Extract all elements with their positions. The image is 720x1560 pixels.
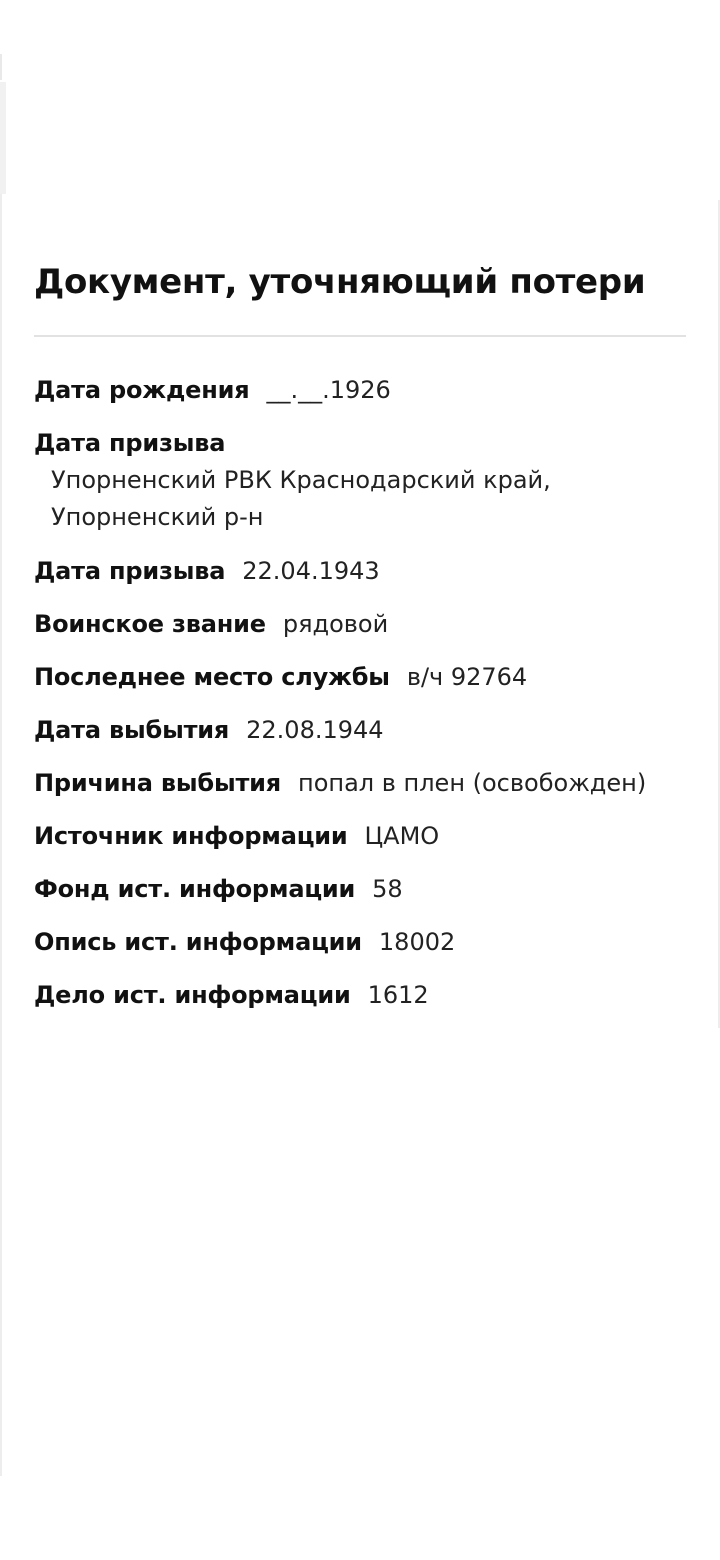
departure-date-row [34,712,686,748]
departure-reason-row [34,765,686,801]
conscription-date-label: Дата призыва [34,557,226,585]
departure-reason-label: Причина выбытия [34,769,281,797]
case-number-value: 1612 [367,981,429,1009]
military-rank-label: Воинское звание [34,610,266,638]
last-service-place-label: Последнее место службы [34,663,390,691]
departure-date-value: 22.08.1944 [246,716,384,744]
inventory-number-row [34,924,686,960]
conscription-place-row [34,425,686,536]
information-source-label: Источник информации [34,822,348,850]
conscription-place-label: Дата призыва [34,429,226,457]
left-edge-border [0,54,2,80]
title-divider [34,335,686,337]
military-rank-value: рядовой [282,610,389,638]
last-service-place-row [34,659,686,695]
military-rank-row [34,606,686,642]
conscription-date-value: 22.04.1943 [242,557,380,585]
fund-number-row [34,871,686,907]
inventory-number-label: Опись ист. информации [34,928,362,956]
loss-document-card [34,258,686,1030]
departure-reason-value: попал в плен (освобожден) [298,769,647,797]
left-edge-panel [0,82,6,194]
page-title: Документ, уточняющий потери [34,262,646,302]
case-number-label: Дело ист. информации [34,981,351,1009]
left-edge-line [0,194,2,1476]
fund-number-value: 58 [372,875,403,903]
information-source-row [34,818,686,854]
departure-date-label: Дата выбытия [34,716,230,744]
birth-date-row [34,372,686,408]
inventory-number-value: 18002 [378,928,456,956]
birth-date-value: __.__.1926 [266,376,391,404]
last-service-place-value: в/ч 92764 [406,663,528,691]
conscription-place-value: Упорненский РВК Краснодарский край, Упорненский р-н [51,466,551,531]
document-fields [34,372,686,1013]
birth-date-label: Дата рождения [34,376,250,404]
case-number-row [34,977,686,1013]
conscription-date-row [34,553,686,589]
fund-number-label: Фонд ист. информации [34,875,356,903]
information-source-value: ЦАМО [364,822,440,850]
